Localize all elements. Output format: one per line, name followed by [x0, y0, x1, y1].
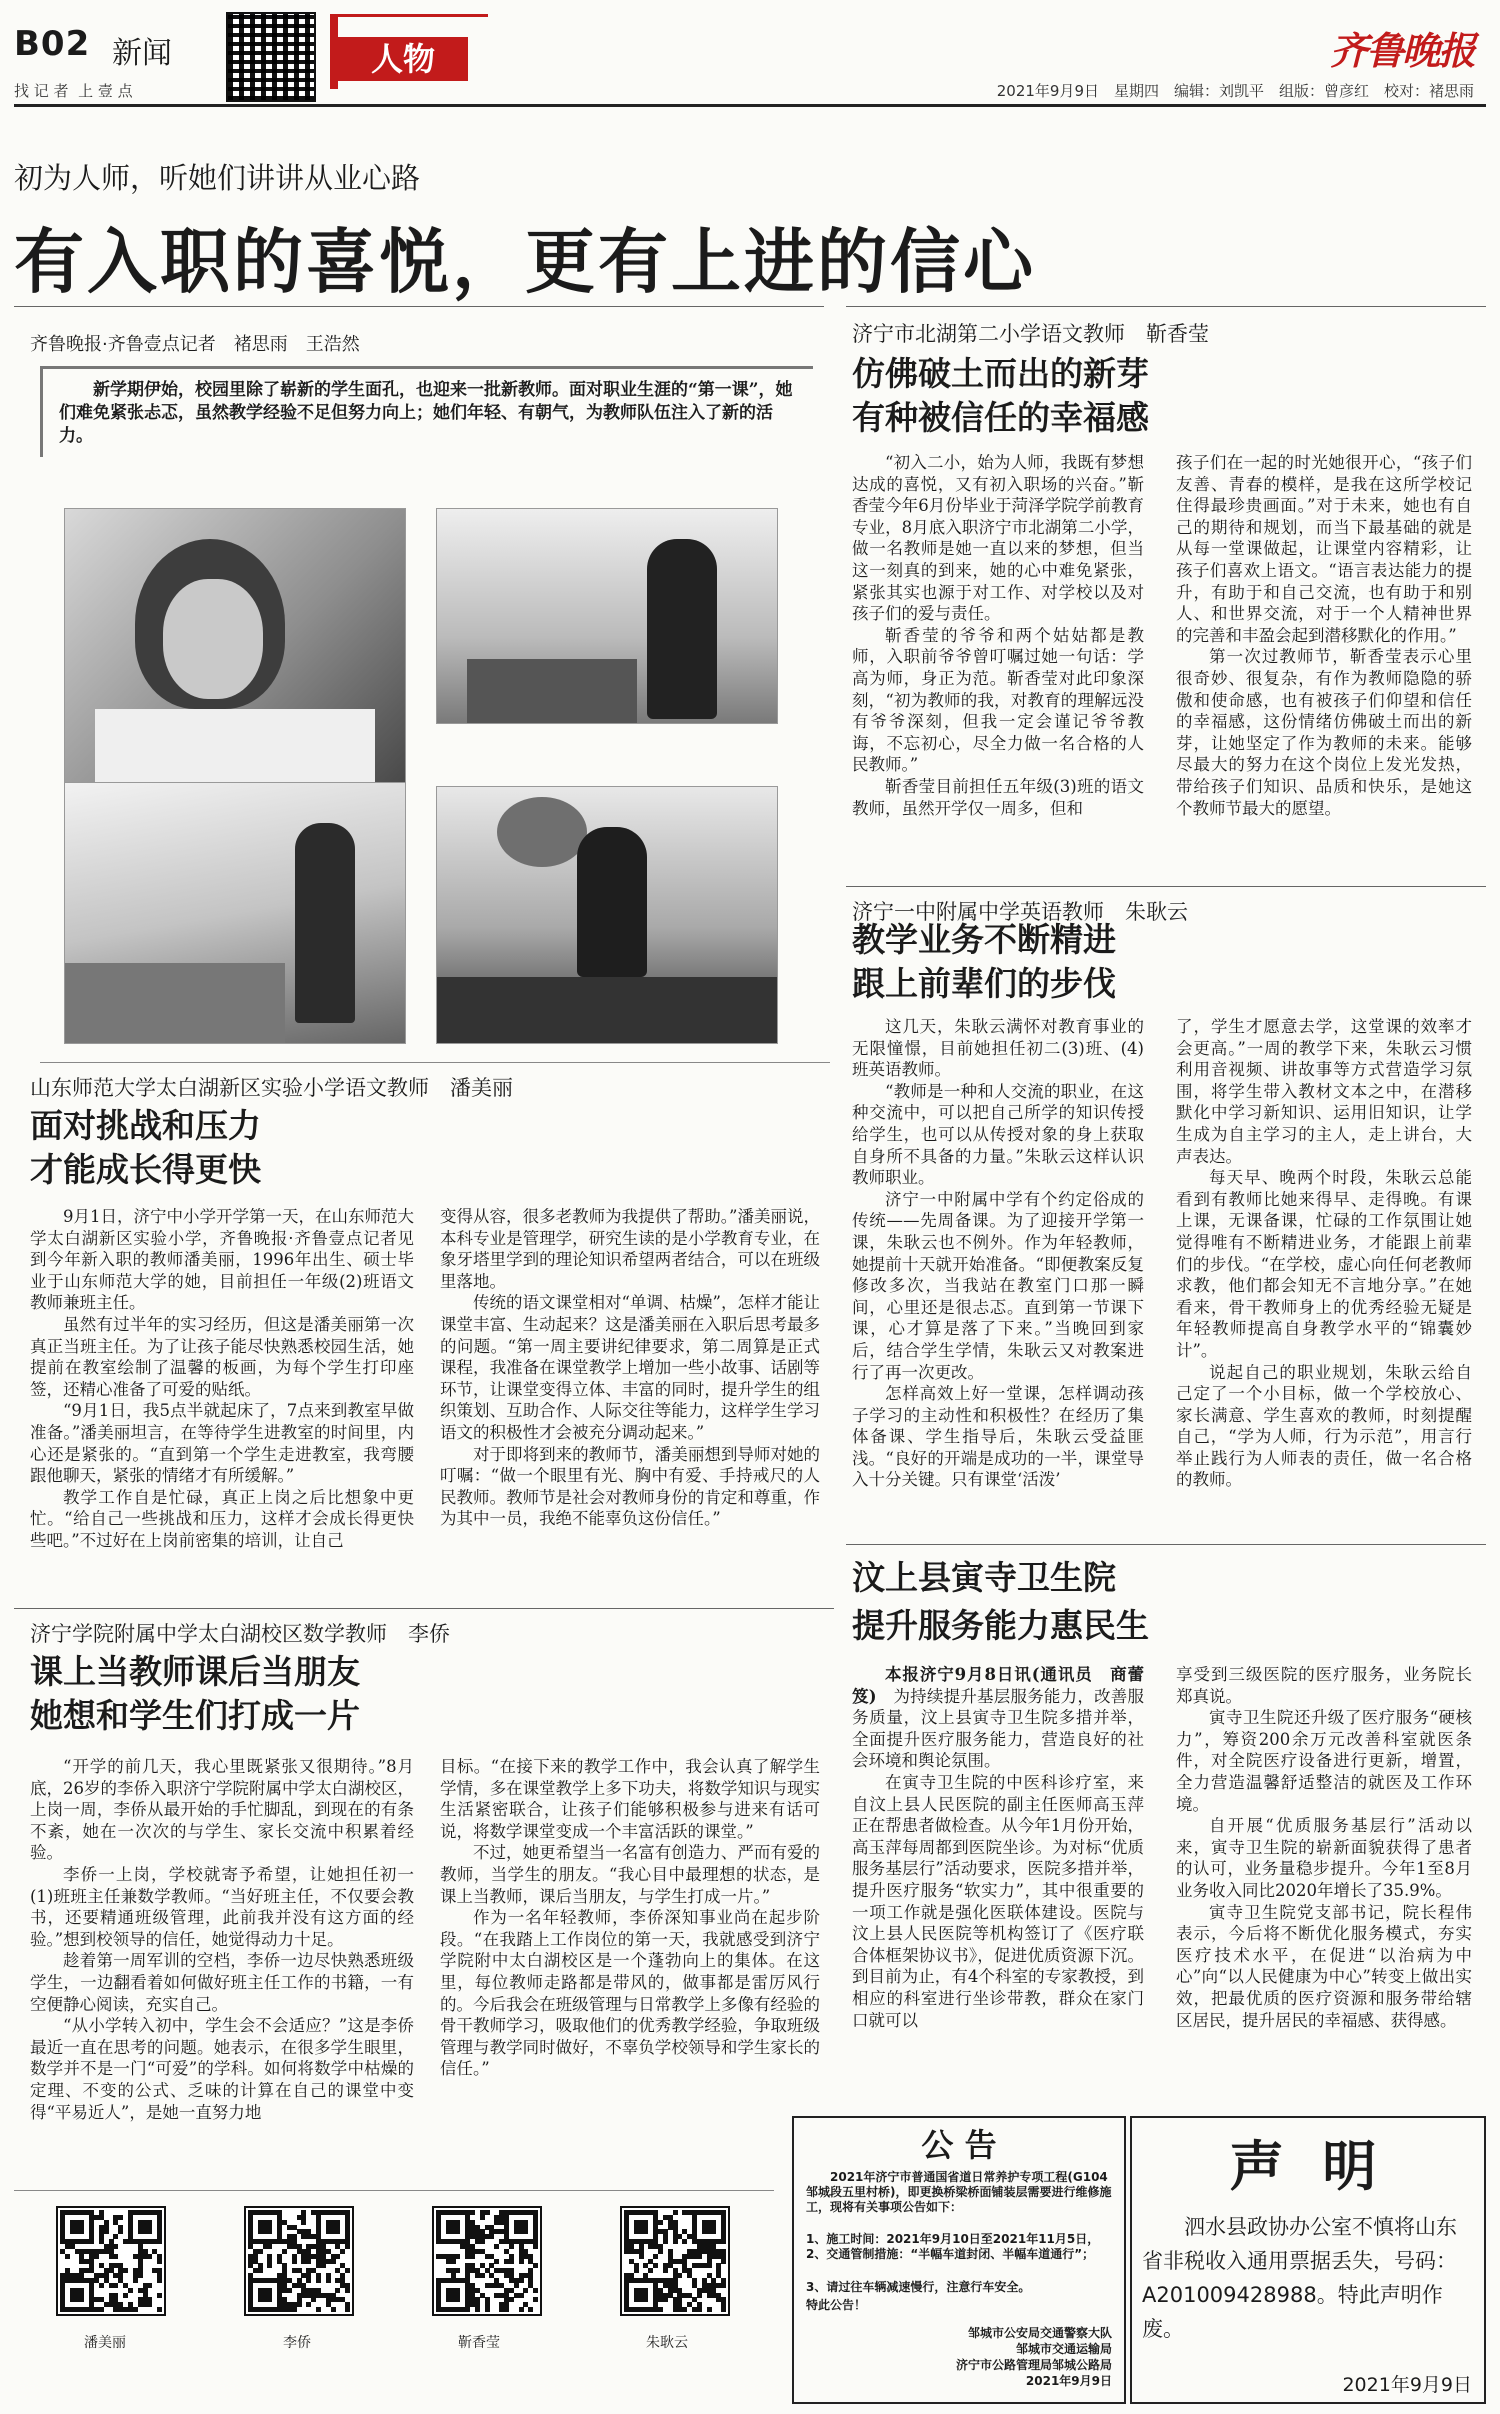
paragraph: 靳香莹的爷爷和两个姑姑都是教师，入职前爷爷曾叮嘱过她一句话：学高为师，身正为范。靳香莹对此印象深刻，“初为教师的我，对教育的理解远没有爷爷深刻，但我一定会谨记爷爷教诲，不忘初心，尽全力做一名合格的人民教师。” [852, 625, 1144, 775]
pan-col-1 [30, 1206, 414, 1552]
qr-module [634, 2268, 639, 2273]
pan-li-divider [14, 1608, 834, 1609]
li-col-1 [30, 1756, 414, 2123]
qr-module [335, 2229, 340, 2234]
qr-module [147, 2302, 152, 2307]
qr-module [118, 2215, 123, 2220]
qr-module [455, 2254, 460, 2259]
qr-module [509, 2244, 514, 2249]
qr-module [504, 2307, 509, 2312]
statement-box [1130, 2116, 1486, 2404]
hosp-dateline: 本报济宁9月8日讯(通讯员 商蕾笈) [852, 1665, 1144, 1706]
qr-module [113, 2254, 118, 2259]
zhu-kicker: 济宁一中附属中学英语教师 朱耿云 [852, 900, 1188, 924]
paragraph: 在寅寺卫生院的中医科诊疗室，来自汶上县人民医院的副主任医师高玉萍正在帮患者做检查。从今年1月份开始，高玉萍每周都到医院坐诊。为对标“优质服务基层行”活动要求，医院多措并举，提升医疗服务“软实力”，其中很重要的一项工作就是强化医联体建设。医院与汶上县人民医院等机构签订了《医疗联合体框架协议书》，促进优质资源下沉。到目前为止，有4个科室的专家教授，到相应的科室进行坐诊带教，群众在家门口就可以 [852, 1772, 1144, 2030]
hosp-head-1: 汶上县寅寺卫生院 [852, 1558, 1116, 1597]
paragraph [852, 1664, 1144, 1772]
date-line: 2021年9月9日 星期四 编辑：刘凯平 组版：曾彦红 校对：褚思雨 [996, 82, 1474, 100]
sun-col-2 [1176, 452, 1472, 819]
qr-module [267, 2229, 272, 2234]
paragraph: “开学的前几天，我心里既紧张又很期待。”8月底，26岁的李侨入职济宁学院附属中学太白湖校区，上岗一周，李侨从最开始的手忙脚乱，到现在的有条不紊，她在一次次的与学生、家长交流中积累着经验。 [30, 1757, 414, 1863]
qr-module [335, 2288, 340, 2293]
paragraph: “教师是一种和人交流的职业，在这种交流中，可以把自己所学的知识传授给学生，也可以从传授对象的身上获取自身所不具备的力量。”朱耿云这样认识教师职业。 [852, 1081, 1144, 1188]
qr-module [533, 2263, 538, 2268]
paragraph: 说起自己的职业规划，朱耿云给自己定了一个小目标，做一个学校放心、家长满意、学生喜欢的教师，时刻提醒自己，“学为人师，行为示范”，用言行举止践行为人师表的责任，做一名合格的教师。 [1176, 1362, 1472, 1490]
sun-head-2: 有种被信任的幸福感 [852, 398, 1149, 437]
qr-module [104, 2229, 109, 2234]
qr-module [721, 2259, 726, 2264]
page-code: B02 [14, 24, 91, 64]
photo-teacher-writing [64, 508, 406, 802]
qr-module [287, 2288, 292, 2293]
qr-module [465, 2307, 470, 2312]
qr-module [306, 2259, 311, 2264]
paragraph: 享受到三级医院的医疗服务，业务院长郑真说。 [1176, 1665, 1472, 1706]
paragraph: 李侨一上岗，学校就寄予希望，让她担任初一(1)班班主任兼数学教师。“当好班主任，不仅要会教书，还要精通班级管理，此前我并没有这方面的经验。”想到校领导的信任，她觉得动力十足。 [30, 1864, 414, 1949]
qr-module [345, 2244, 350, 2249]
qr-module [721, 2239, 726, 2244]
column-tag-box [330, 14, 488, 89]
lead-intro: 新学期伊始，校园里除了崭新的学生面孔，也迎来一批新教师。面对职业生涯的“第一课”，她们难免紧张忐忑，虽然教学经验不足但努力向上；她们年轻、有朝气，为教师队伍注入了新的活力。 [59, 380, 793, 446]
qr-module [519, 2259, 524, 2264]
qr-module [128, 2288, 133, 2293]
qr-module [677, 2273, 682, 2278]
qr-module [470, 2254, 475, 2259]
zhu-col-1 [852, 1016, 1144, 1491]
paragraph: 第一次过教师节，靳香莹表示心里很奇妙、很复杂，有作为教师隐隐的骄傲和使命感，也有被孩子们仰望和信任的幸福感，这份情绪仿佛破土而出的新芽，让她坚定了作为教师的未来。能够尽最大的努力在这个岗位上发光发热，带给孩子们知识、品质和快乐，是她这个教师节最大的愿望。 [1176, 647, 1472, 818]
notice-signer: 济宁市公路管理局邹城公路局 [955, 2358, 1112, 2372]
paragraph: 寅寺卫生院党支部书记，院长程伟表示，今后将不断优化服务模式，夯实医疗技术水平，在促进“以治病为中心”向“以人民健康为中心”转变上做出实效，把最优质的医疗资源和服务带给辖区居民，提升居民的幸福感、获得感。 [1176, 1902, 1472, 2030]
qr-module [113, 2234, 118, 2239]
qr-module [519, 2293, 524, 2298]
qr-module [99, 2307, 104, 2312]
qr-module [533, 2288, 538, 2293]
paragraph: 济宁一中附属中学有个约定俗成的传统——先周备课。为了迎接开学第一课，朱耿云也不例外。作为年轻教师，她提前十天就开始准备。“即便教案反复修改多次，当我站在教室门口那一瞬间，心里还是很忐忑。直到第一节课下课，心才算是落了下来。”当晚回到家后，结合学生学情，朱耿云又对教案进行了再一次更改。 [852, 1189, 1144, 1382]
qr-module [653, 2263, 658, 2268]
qr-module [514, 2283, 519, 2288]
qr-module [721, 2307, 726, 2312]
lead-title: 有入职的喜悦，更有上进的信心 [14, 221, 1036, 303]
notice-item: 特此公告！ [806, 2298, 867, 2312]
qr-module [79, 2297, 84, 2302]
qr-module [147, 2283, 152, 2288]
paragraph: 了，学生才愿意去学，这堂课的效率才会更高。”一周的教学下来，朱耿云习惯利用音视频、讲故事等方式营造学习氛围，将学生带入教材文本之中，在潜移默化中学习新知识、运用旧知识，让学生成为自主学习的主人，走上讲台，大声表达。 [1176, 1017, 1472, 1166]
paragraph: 不过，她更希望当一名富有创造力、严而有爱的教师，当学生的朋友。“我心目中最理想的状态，是课上当教师，课后当朋友，与学生打成一片。” [440, 1843, 820, 1906]
notice-signer: 邹城市交通运输局 [1015, 2342, 1112, 2356]
qr-module [267, 2244, 272, 2249]
qr-module [89, 2239, 94, 2244]
qr-module [470, 2210, 475, 2215]
qr-module [653, 2254, 658, 2259]
zhu-head-1: 教学业务不断精进 [852, 920, 1116, 959]
qr-label: 李侨 [283, 2335, 311, 2351]
li-kicker: 济宁学院附属中学太白湖校区数学教师 李侨 [30, 1622, 450, 1646]
lead-byline: 齐鲁晚报·齐鲁壹点记者 褚思雨 王浩然 [30, 334, 360, 355]
paragraph: 9月1日，济宁中小学开学第一天，在山东师范大学太白湖新区实验小学，齐鲁晚报·齐鲁壹点记者见到今年新入职的教师潘美丽，1996年出生、硕士毕业于山东师范大学的她，目前担任一年级(2)班语文教师兼班主任。 [30, 1207, 414, 1313]
paragraph: 孩子们在一起的时光她很开心，“孩子们友善、青春的模样，是我在这所学校记住得最珍贵画面。”对于未来，她也有自己的期待和规划，而当下最基础的就是从每一堂课做起，让课堂内容精彩，让孩子们喜欢上语文。“语言表达能力的提升，有助于和自己交流，也有助于和别人、和世界交流，对于一个人精神世界的完善和丰盈会起到潜移默化的作用。” [1176, 453, 1472, 645]
pan-head-2: 才能成长得更快 [30, 1150, 261, 1189]
qr-module [133, 2307, 138, 2312]
qr-module [451, 2259, 456, 2264]
qr-module [118, 2229, 123, 2234]
qr-module [682, 2307, 687, 2312]
qr-module [658, 2220, 663, 2225]
qr-module [475, 2307, 480, 2312]
qr-module [157, 2278, 162, 2283]
qr-module [455, 2268, 460, 2273]
paragraph: 趁着第一周军训的空档，李侨一边尽快熟悉班级学生，一边翻看着如何做好班主任工作的书籍，一有空便静心阅读，充实自己。 [30, 1951, 414, 2014]
qr-module [697, 2254, 702, 2259]
sun-head-1: 仿佛破土而出的新芽 [852, 354, 1149, 393]
qr-code-jin[interactable] [432, 2206, 542, 2316]
qr-module [682, 2239, 687, 2244]
qr-module [147, 2229, 152, 2234]
paragraph: “初入二小，始为人师，我既有梦想达成的喜悦，又有初入职场的兴奋。”靳香莹今年6月份毕业于菏泽学院学前教育专业，8月底入职济宁市北湖第二小学，做一名教师是她一直以来的梦想，但当这一刻真的到来，她的心中难免紧张，紧张其实也源于对工作、对学校以及对孩子们的爱与责任。 [852, 453, 1144, 624]
paragraph: 目标。“在接下来的教学工作中，我会认真了解学生学情，多在课堂教学上多下功夫，将数学知识与现实生活紧密联合，让孩子们能够积极参与进来有话可说，将数学课堂变成一个丰富活跃的课堂。” [440, 1757, 820, 1841]
paragraph: 每天早、晚两个时段，朱耿云总能看到有教师比她来得早、走得晚。有课上课，无课备课，忙碌的工作氛围让她觉得唯有不断精进业务，才能跟上前辈们的步伐。“在学校，虚心向任何老教师求教，他们都会知无不言地分享。”在她看来，骨干教师身上的优秀经验无疑是年轻教师提高自身教学水平的“锦囊妙计”。 [1176, 1168, 1472, 1360]
hosp-lead: 为持续提升基层服务能力，改善服务质量，汶上县寅寺卫生院多措并举，全面提升医疗服务能力，营造良好的社会环境和舆论氛围。 [852, 1686, 1145, 1771]
qr-module [306, 2278, 311, 2283]
paragraph: 这几天，朱耿云满怀对教育事业的无限憧憬，目前她担任初二(3)班、(4)班英语教师。 [852, 1017, 1144, 1080]
qr-module [267, 2263, 272, 2268]
paragraph: 教学工作自是忙碌，真正上岗之后比想象中更忙。“给自己一些挑战和压力，这样才会成长得更快些吧。”不过好在上岗前密集的培训，让自己 [30, 1487, 414, 1550]
pan-kicker: 山东师范大学太白湖新区实验小学语文教师 潘美丽 [30, 1076, 513, 1100]
qr-module [509, 2297, 514, 2302]
paragraph: 变得从容，很多老教师为我提供了帮助。”潘美丽说，本科专业是管理学，研究生读的是小学教育专业，在象牙塔里学到的理论知识希望两者结合，可以在班级里落地。 [440, 1207, 820, 1291]
qr-module [157, 2307, 162, 2312]
qr-module [147, 2254, 152, 2259]
qr-module [258, 2268, 263, 2273]
qr-module [331, 2307, 336, 2312]
photo-classroom-desks [64, 782, 406, 1044]
qr-module [345, 2268, 350, 2273]
qr-module [316, 2307, 321, 2312]
paragraph: 靳香莹目前担任五年级(3)班的语文教师，虽然开学仅一周多，但和 [852, 776, 1144, 818]
paragraph: “从小学转入初中，学生会不会适应？”这是李侨最近一直在思考的问题。她表示，在很多学生眼里，数学并不是一门“可爱”的学科。如何将数学中枯燥的定理、不变的公式、乏味的计算在自己的课堂中变得“平易近人”，是她一直努力地 [30, 2016, 414, 2122]
qr-module [494, 2244, 499, 2249]
qr-label: 潘美丽 [84, 2335, 126, 2351]
qr-label: 朱耿云 [646, 2335, 688, 2351]
qr-module [480, 2273, 485, 2278]
qr-module [494, 2259, 499, 2264]
qr-module [643, 2297, 648, 2302]
notice-subtitle: 2021年济宁市普通国省道日常养护专项工程(G104邹城段五里村桥)，即更换桥梁桥面铺装层需要进行维修施工，现将有关事项公告如下： [806, 2170, 1112, 2214]
qr-module [311, 2297, 316, 2302]
li-col-2 [440, 1756, 820, 2080]
notice-item: 3、请过往车辆减速慢行，注意行车安全。 [806, 2280, 1031, 2294]
lead-rule [14, 306, 824, 307]
qr-module [721, 2283, 726, 2288]
qr-module [663, 2268, 668, 2273]
qr-module [707, 2263, 712, 2268]
qr-module [113, 2283, 118, 2288]
qr-module [643, 2229, 648, 2234]
zhu-col-2 [1176, 1016, 1472, 1491]
qr-module [345, 2288, 350, 2293]
qr-module [94, 2254, 99, 2259]
lead-subtitle: 初为人师，听她们讲讲从业心路 [14, 161, 421, 195]
section-name: 新闻 [112, 36, 172, 71]
qr-module [455, 2297, 460, 2302]
paragraph: 作为一名年轻教师，李侨深知事业尚在起步阶段。“在我踏上工作岗位的第一天，我就感受到济宁学院附中太白湖校区是一个蓬勃向上的集体。在这里，每位教师走路都是带风的，做事都是雷厉风行的。今后我会在班级管理与日常教学上多像有经验的骨干教师学习，吸取他们的优秀教学经验，争取班级管理与教学同时做好，不辜负学校领导和学生家长的信任。” [440, 1908, 820, 2079]
statement-body: 泗水县政协办公室不慎将山东省非税收入通用票据丢失，号码：A201009428988。特此声明作废。 [1142, 2215, 1457, 2341]
qr-module [485, 2307, 490, 2312]
qr-module [79, 2229, 84, 2234]
qr-module [663, 2297, 668, 2302]
paragraph: 虽然有过半年的实习经历，但这是潘美丽第一次真正当班主任。为了让孩子能尽快熟悉校园生活，她提前在教室绘制了温馨的板画，为每个学生打印座签，还精心准备了可爱的贴纸。 [30, 1314, 414, 1399]
qr-module [157, 2259, 162, 2264]
qr-module [509, 2259, 514, 2264]
paper-logo: 齐鲁晚报 [1329, 28, 1474, 73]
paragraph: 自开展“优质服务基层行”活动以来，寅寺卫生院的崭新面貌获得了患者的认可，业务量稳步提升。今年1至8月业务收入同比2020年增长了35.9%。 [1176, 1816, 1472, 1900]
qr-module [489, 2234, 494, 2239]
qr-module [533, 2297, 538, 2302]
paragraph: 寅寺卫生院还升级了医疗服务“硬核力”，筹资200余万元改善科室就医条件，对全院医疗设备进行更新，增置，全力营造温馨舒适整洁的就医及工作环境。 [1176, 1708, 1472, 1814]
paragraph: 对于即将到来的教师节，潘美丽想到导师对她的叮嘱：“做一个眼里有光、胸中有爱、手持戒尺的人民教师。教师节是社会对教师身份的肯定和尊重，作为其中一员，我绝不能辜负这份信任。” [440, 1444, 820, 1529]
qr-module [123, 2293, 128, 2298]
photo-classroom-standing [436, 508, 778, 724]
hosp-head-2: 提升服务能力惠民生 [852, 1606, 1149, 1645]
qr-module [707, 2307, 712, 2312]
notice-date: 2021年9月9日 [1025, 2374, 1112, 2388]
qr-module [533, 2244, 538, 2249]
notice-item: 1、施工时间：2021年9月10日至2021年11月5日，2、交通管制措施：“半幅车道封闭、半幅车道通行”； [806, 2232, 1100, 2261]
qr-module [157, 2293, 162, 2298]
qr-module [306, 2302, 311, 2307]
qr-module [480, 2215, 485, 2220]
sun-col-1 [852, 452, 1144, 819]
qr-module [639, 2254, 644, 2259]
qr-module [331, 2259, 336, 2264]
qr-module [292, 2259, 297, 2264]
column-tag: 人物 [338, 37, 468, 81]
pan-head-1: 面对挑战和压力 [30, 1106, 261, 1145]
qr-module [648, 2268, 653, 2273]
statement-date: 2021年9月9日 [1342, 2374, 1472, 2396]
paragraph: 传统的语文课堂相对“单调、枯燥”，怎样才能让课堂丰富、生动起来？这是潘美丽在入职后思考最多的问题。“第一周主要讲纪律要求，第二周算是正式课程，我准备在课堂教学上增加一些小故事、话剧等环节，让课堂变得立体、丰富的同时，提升学生的组织策划、互助合作、人际交往等能力，这样学生学习语文的积极性才会被充分调动起来。” [440, 1293, 820, 1442]
qr-module [485, 2210, 490, 2215]
qr-module [297, 2302, 302, 2307]
pan-col-2 [440, 1206, 820, 1530]
qr-module [455, 2229, 460, 2234]
sun-kicker: 济宁市北湖第二小学语文教师 靳香莹 [852, 322, 1209, 346]
qr-code-li[interactable] [244, 2206, 354, 2316]
qr-module [480, 2239, 485, 2244]
qr-module [673, 2239, 678, 2244]
qr-module [292, 2307, 297, 2312]
qr-module [528, 2307, 533, 2312]
qr-module [65, 2254, 70, 2259]
qr-module [658, 2307, 663, 2312]
notice-box [792, 2116, 1126, 2404]
qr-module [321, 2263, 326, 2268]
qr-module [113, 2244, 118, 2249]
qr-module [282, 2249, 287, 2254]
notice-signer: 邹城市公安局交通警察大队 [967, 2326, 1112, 2340]
qr-module [711, 2229, 716, 2234]
qr-module [523, 2229, 528, 2234]
paragraph: 怎样高效上好一堂课，怎样调动孩子学习的主动性和积极性？在经历了集体备课、学生指导后，朱耿云受益匪浅。“良好的开端是成功的一半，课堂导入十分关键。只有课堂‘活泼’ [852, 1384, 1144, 1490]
photo-teacher-pointing [436, 786, 778, 1044]
qr-module [138, 2273, 143, 2278]
qr-module [326, 2278, 331, 2283]
li-head-1: 课上当教师课后当朋友 [30, 1652, 360, 1691]
qr-module [258, 2249, 263, 2254]
qr-module [673, 2210, 678, 2215]
qr-module [697, 2293, 702, 2298]
zhu-hosp-divider [846, 1544, 1486, 1545]
top-right-rule [846, 306, 1486, 307]
qr-module [340, 2249, 345, 2254]
masthead-rule [14, 104, 1486, 107]
qr-module [697, 2307, 702, 2312]
paragraph: “9月1日，我5点半就起床了，7点来到教室早做准备。”潘美丽坦言，在等待学生进教室的时间里，内心还是紧张的。“直到第一个学生走进教室，我弯腰跟他聊天，紧张的情绪才有所缓解。” [30, 1401, 414, 1486]
qr-module [301, 2220, 306, 2225]
qr-module [123, 2268, 128, 2273]
masthead-qr-code[interactable] [226, 12, 316, 102]
qr-module [267, 2297, 272, 2302]
sun-zhu-divider [846, 886, 1486, 887]
zhu-head-2: 跟上前辈们的步伐 [852, 964, 1116, 1003]
notice-title: 公 告 [921, 2126, 997, 2164]
hosp-col-1 [852, 1664, 1144, 2031]
li-head-2: 她想和学生们打成一片 [30, 1696, 360, 1735]
statement-title: 声 明 [1229, 2134, 1387, 2198]
qr-module [335, 2254, 340, 2259]
qr-module [519, 2307, 524, 2312]
masthead-slogan: 找 记 者 上 壹 点 [14, 82, 133, 100]
qr-code-pan[interactable] [56, 2206, 166, 2316]
qr-module [99, 2283, 104, 2288]
photos-divider [40, 1062, 830, 1063]
qr-label: 靳香莹 [458, 2335, 500, 2351]
hosp-col-2 [1176, 1664, 1472, 2031]
qr-module [345, 2307, 350, 2312]
qr-module [157, 2239, 162, 2244]
qr-module [316, 2278, 321, 2283]
qr-top-rule [14, 2190, 774, 2191]
qr-module [519, 2278, 524, 2283]
qr-module [133, 2278, 138, 2283]
qr-module [523, 2288, 528, 2293]
qr-module [658, 2249, 663, 2254]
qr-module [663, 2239, 668, 2244]
qr-code-zhu[interactable] [620, 2206, 730, 2316]
lead-intro-box [40, 366, 813, 457]
